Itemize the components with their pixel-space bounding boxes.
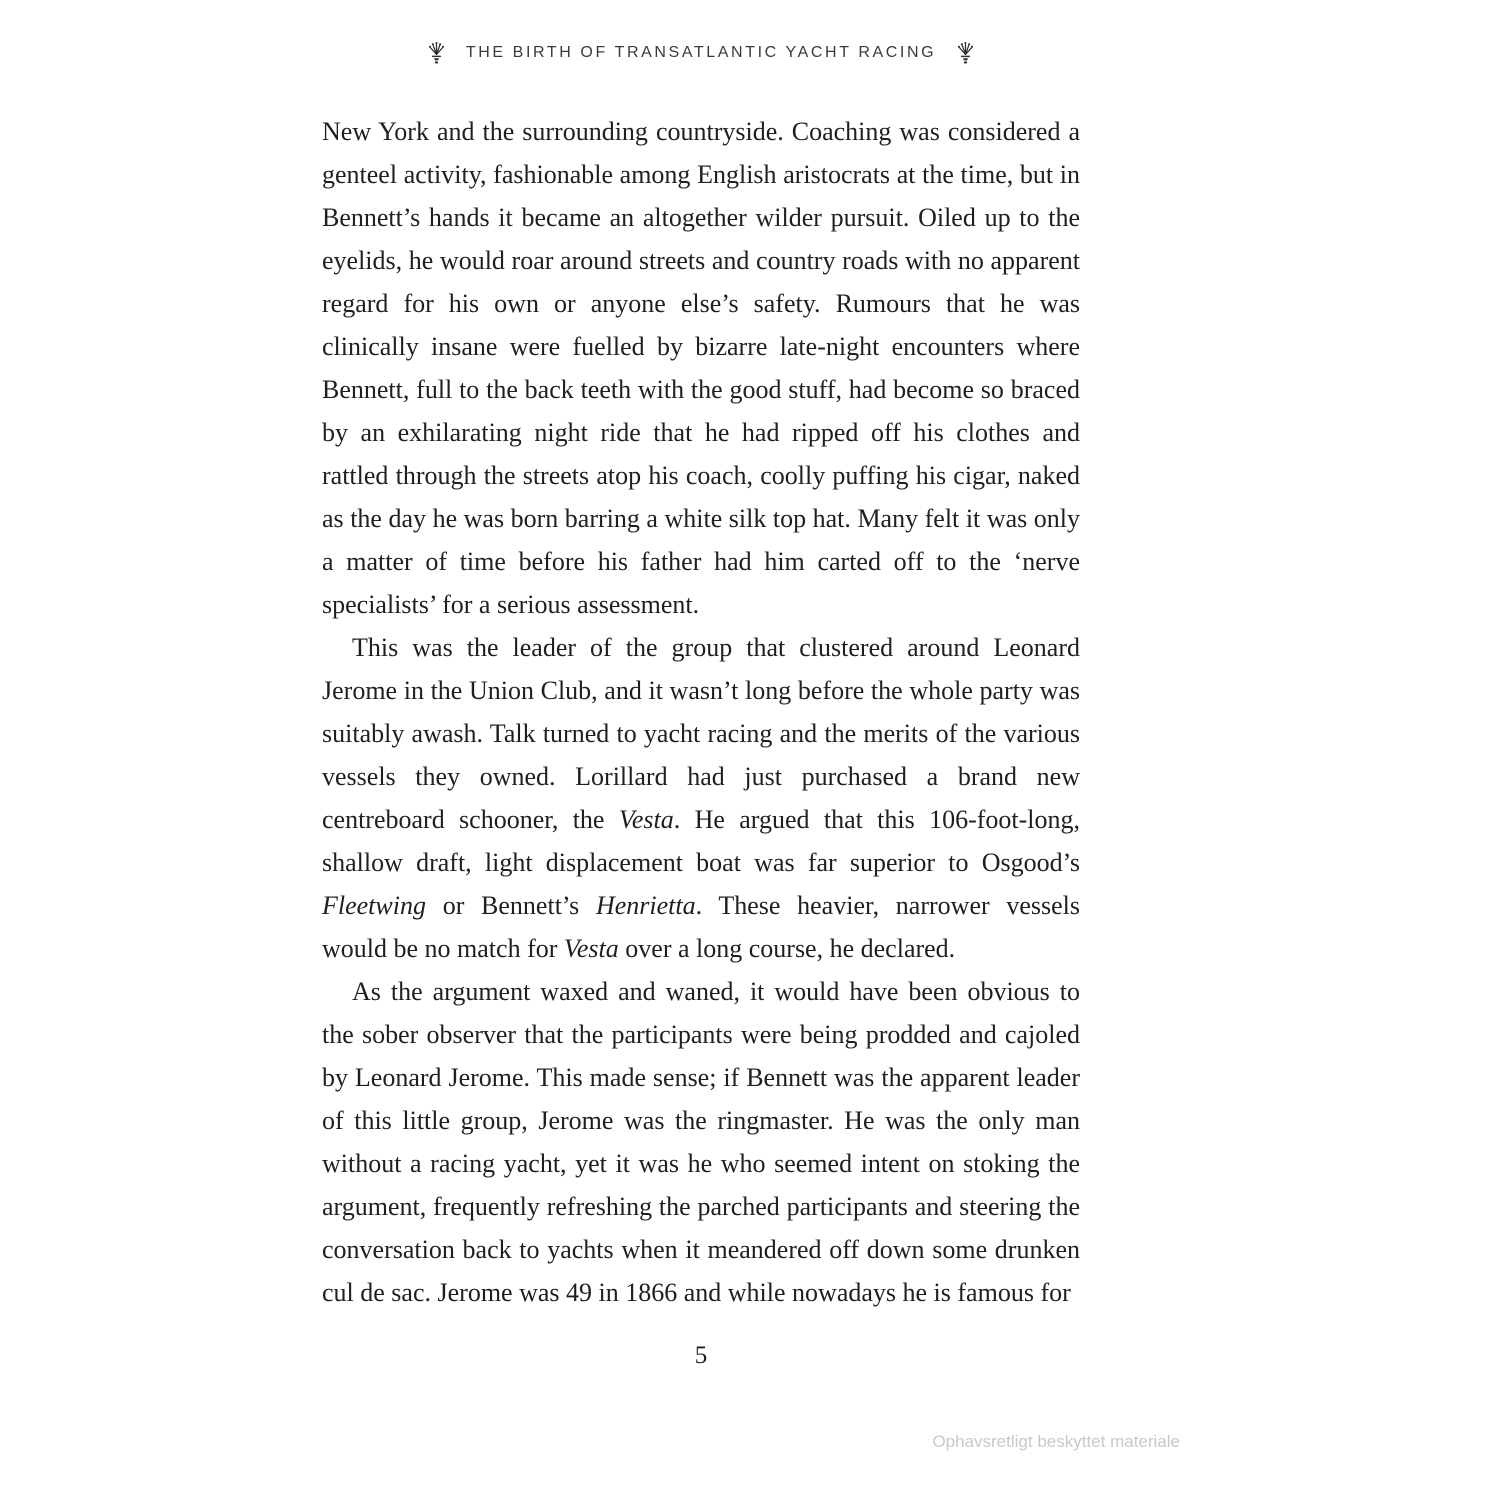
- paragraph: As the argument waxed and waned, it would have been obvious to the sober observer that the participants were being prodded and cajoled by Leonard Jerome. This made sense; if Bennett was the apparent leader of this little group, Jerome was the ringmaster. He was the only man without a racing yacht, yet it was he who seemed intent on stoking the argument, frequently refreshing the parched participants and steering the conversation back to yachts when it meandered off down some drunken cul de sac. Jerome was 49 in 1866 and while nowadays he is famous for: [322, 977, 1080, 1307]
- chapter-header: [322, 40, 1080, 65]
- paragraph: This was the leader of the group that clustered around Leonard Jerome in the Union Club, and it wasn’t long before the whole party was suitably awash. Talk turned to yacht racing and the merits of the various vessels they owned. Lorillard had just purchased a brand new centreboard schooner, the Vesta. He argued that this 106-foot-long, shallow draft, light displacement boat was far superior to Osgood’s Fleetwing or Bennett’s Henrietta. These heavier, narrower vessels would be no match for Vesta over a long course, he declared.: [322, 633, 1081, 963]
- copyright-notice: Ophavsretligt beskyttet materiale: [932, 1432, 1180, 1451]
- chapter-title: THE BIRTH OF TRANSATLANTIC YACHT RACING: [465, 43, 937, 61]
- body-text: [322, 110, 1080, 1314]
- crown-ornament-right-icon: [954, 40, 977, 65]
- crown-ornament-left-icon: [425, 40, 448, 65]
- page-number: 5: [694, 1342, 708, 1369]
- paragraph: New York and the surrounding countryside. Coaching was considered a genteel activity, fashionable among English aristocrats at the time, but in Bennett’s hands it became an altogether wilder pursuit. Oiled up to the eyelids, he would roar around streets and country roads with no apparent regard for his own or anyone else’s safety. Rumours that he was clinically insane were fuelled by bizarre late-night encounters where Bennett, full to the back teeth with the good stuff, had become so braced by an exhilarating night ride that he had ripped off his clothes and rattled through the streets atop his coach, coolly puffing his cigar, naked as the day he was born barring a white silk top hat. Many felt it was only a matter of time before his father had him carted off to the ‘nerve specialists’ for a serious assessment.: [322, 117, 1080, 619]
